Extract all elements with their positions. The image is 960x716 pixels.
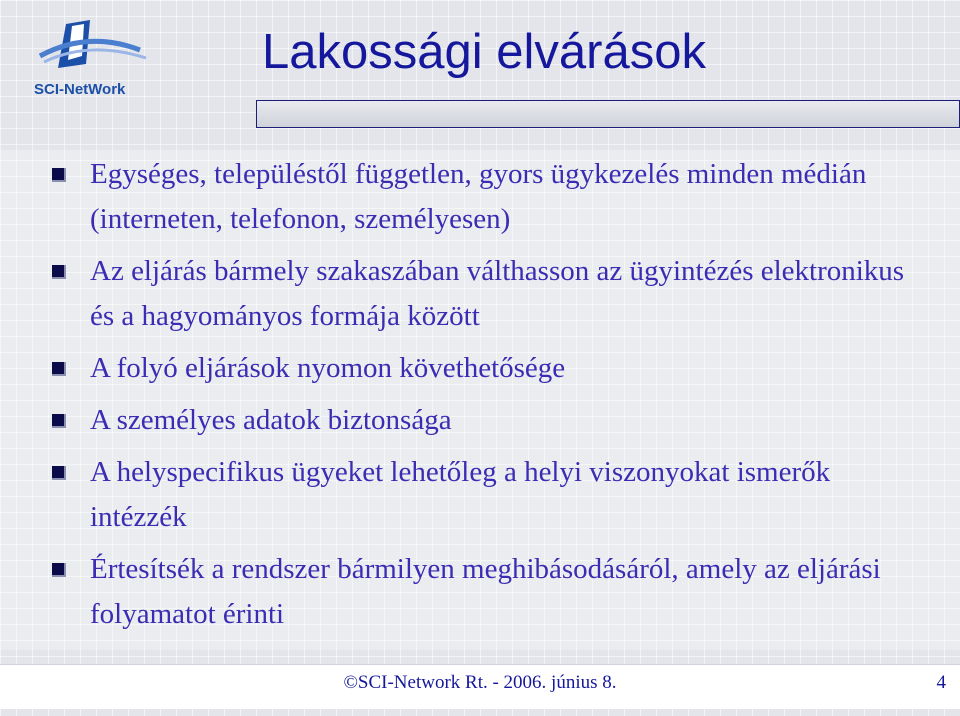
bullet-text: Egységes, településtől független, gyors ügykezelés minden médián (interneten, telefonon, személyesen) xyxy=(90,158,867,235)
bullet-item xyxy=(52,547,932,637)
square-bullet-icon xyxy=(52,168,66,182)
sci-network-logo xyxy=(28,16,168,102)
square-bullet-icon xyxy=(52,265,66,279)
bullet-text: A folyó eljárások nyomon követhetősége xyxy=(90,352,566,384)
bullet-list xyxy=(52,152,932,644)
square-bullet-icon xyxy=(52,563,66,577)
bullet-text: A személyes adatok biztonsága xyxy=(90,404,452,436)
bullet-item xyxy=(52,249,932,339)
title-underline-bar xyxy=(256,100,960,128)
page-number: 4 xyxy=(936,672,946,693)
square-bullet-icon xyxy=(52,414,66,428)
bullet-text: A helyspecifikus ügyeket lehetőleg a helyi viszonyokat ismerők intézzék xyxy=(90,456,831,533)
logo-graphic xyxy=(28,16,168,102)
bullet-text: Az eljárás bármely szakaszában válthasson az ügyintézés elektronikus és a hagyományos formája között xyxy=(90,255,905,332)
logo-text: SCI-NetWork xyxy=(34,81,126,98)
bullet-item xyxy=(52,450,932,540)
square-bullet-icon xyxy=(52,362,66,376)
bullet-item xyxy=(52,152,932,242)
bullet-item xyxy=(52,398,932,443)
footer-copyright: ©SCI-Network Rt. - 2006. június 8. xyxy=(343,672,617,693)
bullet-item xyxy=(52,346,932,391)
page-title: Lakossági elvárások xyxy=(262,25,706,79)
square-bullet-icon xyxy=(52,466,66,480)
bullet-text: Értesítsék a rendszer bármilyen meghibásodásáról, amely az eljárási folyamatot érinti xyxy=(90,553,881,630)
